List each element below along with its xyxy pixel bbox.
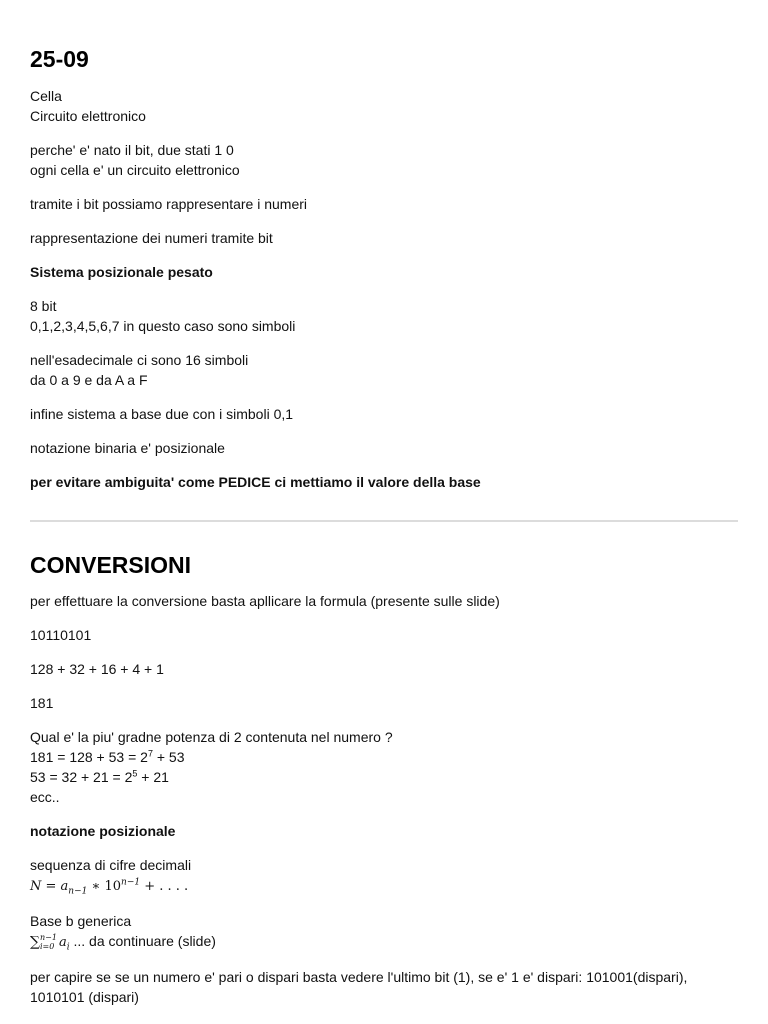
sum-term <box>58 935 70 953</box>
formula-N-mid: ∗ 10 <box>87 879 122 894</box>
line-ecc: ecc.. <box>30 789 60 805</box>
paragraph-binary-positional: notazione binaria e' posizionale <box>30 440 225 456</box>
paragraph-hex <box>30 350 738 390</box>
paragraph-positional-notation: notazione posizionale <box>30 823 176 839</box>
sum-term-a: a <box>58 935 67 950</box>
step2-suffix: + 21 <box>137 769 169 785</box>
line-sequence: sequenza di cifre decimali <box>30 857 192 873</box>
section-title-date: 25-09 <box>30 46 89 72</box>
paragraph-cella <box>30 86 738 126</box>
formula-N-exp: n−1 <box>121 877 141 888</box>
line-bit-origin: perche' e' nato il bit, due stati 1 0 <box>30 142 234 158</box>
step1-prefix: 181 = 128 + 53 = 2 <box>30 749 148 765</box>
line-base-generic: Base b generica <box>30 913 132 929</box>
line-question: Qual e' la piu' gradne potenza di 2 contenuta nel numero ? <box>30 729 393 745</box>
paragraph-bit <box>30 140 738 180</box>
paragraph-power-question <box>30 727 738 807</box>
section-divider <box>30 520 738 522</box>
line-hex-range: da 0 a 9 e da A a F <box>30 372 148 388</box>
line-cell-circuit: ogni cella e' un circuito elettronico <box>30 162 240 178</box>
paragraph-result: 181 <box>30 695 54 711</box>
sum-upper: n−1 <box>40 933 57 943</box>
formula-N <box>30 877 189 897</box>
line-cella: Cella <box>30 88 62 104</box>
step2-exponent: 5 <box>132 768 138 779</box>
section-title-conversioni: CONVERSIONI <box>30 552 192 578</box>
formula-N-sub: n−1 <box>68 886 88 897</box>
paragraph-representation: rappresentazione dei numeri tramite bit <box>30 230 273 246</box>
paragraph-represent: tramite i bit possiamo rappresentare i numeri <box>30 196 308 212</box>
paragraph-base-b <box>30 911 738 953</box>
formula-N-lhs: N = a <box>30 879 69 894</box>
sum-term-sub: i <box>66 942 70 953</box>
line-circuito: Circuito elettronico <box>30 108 146 124</box>
step1-exponent: 7 <box>147 748 153 759</box>
paragraph-intro: per effettuare la conversione basta apllicare la formula (presente sulle slide) <box>30 593 500 609</box>
step1-suffix: + 53 <box>152 749 185 765</box>
paragraph-8bit <box>30 296 738 336</box>
sigma-icon: ∑ <box>30 934 40 950</box>
paragraph-sum: 128 + 32 + 16 + 4 + 1 <box>30 661 164 677</box>
paragraph-weighted-system: Sistema posizionale pesato <box>30 264 213 280</box>
paragraph-binary-number: 10110101 <box>30 627 92 643</box>
line-step1 <box>30 749 185 765</box>
line-symbols: 0,1,2,3,4,5,6,7 in questo caso sono simboli <box>30 318 296 334</box>
sum-text: ... da continuare (slide) <box>69 933 216 949</box>
paragraph-subscript-note: per evitare ambiguita' come PEDICE ci mettiamo il valore della base <box>30 474 481 490</box>
line-hex: nell'esadecimale ci sono 16 simboli <box>30 352 249 368</box>
paragraph-base2: infine sistema a base due con i simboli 0,1 <box>30 406 294 422</box>
formula-N-tail: + . . . . <box>140 879 189 894</box>
paragraph-decimal-sequence <box>30 855 738 897</box>
line-step2 <box>30 769 169 785</box>
sum-bounds <box>40 933 57 951</box>
line-8bit: 8 bit <box>30 298 57 314</box>
paragraph-parity: per capire se se un numero e' pari o dispari basta vedere l'ultimo bit (1), se e' 1 e' dispari: 101001(dispari), 1010101 (dispari) <box>30 969 688 1005</box>
line-sum-formula <box>30 933 216 953</box>
step2-prefix: 53 = 32 + 21 = 2 <box>30 769 133 785</box>
sum-lower: i=0 <box>40 942 55 952</box>
